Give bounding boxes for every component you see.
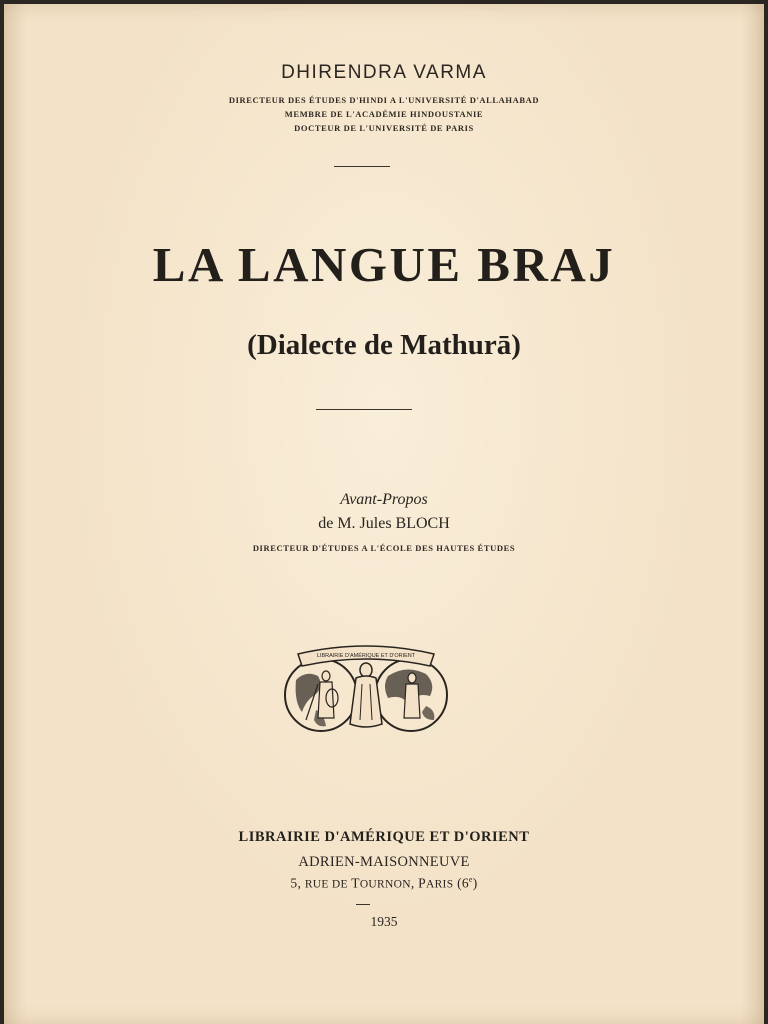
publisher-imprint: ADRIEN-MAISONNEUVE	[298, 854, 470, 870]
foreword-author-credit: DIRECTEUR D'ÉTUDES A L'ÉCOLE DES HAUTES ÉTUDES	[252, 543, 516, 553]
publisher-name: LIBRAIRIE D'AMÉRIQUE ET D'ORIENT	[238, 829, 530, 845]
divider-middle	[316, 409, 412, 410]
publication-year: 1935	[370, 914, 398, 929]
author-name: DHIRENDRA VARMA	[281, 62, 487, 83]
publisher-emblem-icon	[276, 640, 456, 740]
divider-top	[334, 166, 390, 167]
book-subtitle: (Dialecte de Mathurā)	[247, 329, 521, 361]
title-page	[4, 4, 764, 1024]
publisher-address: 5, RUE DE TOURNON, PARIS (6e)	[290, 875, 478, 891]
book-title: LA LANGUE BRAJ	[152, 237, 616, 292]
divider-bottom	[356, 904, 370, 905]
author-credit-2: MEMBRE DE L'ACADÉMIE HINDOUSTANIE	[284, 109, 484, 119]
foreword-label: Avant-Propos	[340, 491, 428, 508]
emblem-banner-text: LIBRAIRIE D'AMÉRIQUE ET D'ORIENT	[316, 653, 416, 659]
author-credit-3: DOCTEUR DE L'UNIVERSITÉ DE PARIS	[294, 123, 474, 133]
foreword-author: de M. Jules BLOCH	[318, 515, 450, 532]
author-credit-1: DIRECTEUR DES ÉTUDES D'HINDI A L'UNIVERSITÉ D'ALLAHABAD	[228, 95, 540, 105]
